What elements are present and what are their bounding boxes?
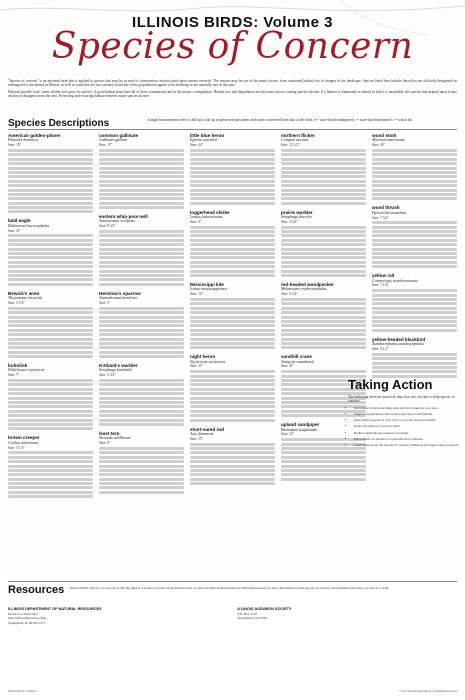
footer bbox=[8, 690, 457, 694]
species-entry bbox=[372, 337, 457, 378]
species-section-title: Species Descriptions bbox=[8, 118, 110, 129]
species-size: Size: 40" bbox=[372, 143, 386, 148]
species-scientific-name: Ammodramus henslowii bbox=[99, 295, 138, 301]
list-item: • Keep cats indoors to protect birds. bbox=[354, 424, 460, 428]
organization-name: ILLINOIS DEPARTMENT OF NATURAL RESOURCES bbox=[8, 607, 102, 611]
species-entry bbox=[8, 133, 93, 213]
page-title: Species of Concern bbox=[51, 26, 414, 67]
organization-line: Springfield, IL 62708 bbox=[237, 616, 267, 621]
species-name: Mississippi kite bbox=[190, 281, 224, 287]
species-size: Size: 13" bbox=[99, 143, 113, 148]
intro-paragraph: "Species of concern" is an informal term that is applied to species that may be in need of conservation actions based upon current research. The reasons may be one of the many factors, from continued habitat loss to changes in the landscape. Species listed here include those that are officially designated as endangered or threatened in Illinois, as well as some that are not currently listed but whose populations appear to be declining or are naturally rare in the state. bbox=[8, 79, 457, 88]
organizations bbox=[8, 607, 457, 625]
footer-right: © 2017 Illinois Department of Natural Resources bbox=[397, 689, 457, 694]
species-description bbox=[8, 379, 93, 430]
organization-line: One Natural Resources Way bbox=[8, 616, 47, 621]
species-entry bbox=[281, 210, 366, 277]
species-scientific-name: Lanius ludovicianus bbox=[190, 214, 223, 220]
species-description bbox=[281, 149, 366, 205]
species-name: Henslow's sparrow bbox=[99, 290, 141, 296]
species-description bbox=[281, 226, 366, 277]
species-name: night heron bbox=[190, 354, 216, 360]
species-name: red-headed woodpecker bbox=[281, 281, 334, 287]
resources-text: Illinois Birds: Species of Concern Is this the third in a series of posters about Illinois birds. Contact the Illinois Department of Natural Resources for more information about species of concern, their habitats and what you can do to help. bbox=[70, 586, 390, 590]
species-description bbox=[190, 443, 275, 486]
species-entry bbox=[99, 133, 184, 209]
list-item: • Participate in bird-watching trips and bird counts in your area. bbox=[354, 406, 460, 410]
species-name: wood stork bbox=[372, 133, 397, 138]
species-size: Size: 5" bbox=[99, 300, 111, 305]
species-description bbox=[99, 230, 184, 286]
species-entry bbox=[8, 435, 93, 498]
species-size: Size: 9 1/2" bbox=[372, 346, 389, 351]
footer-left: Illinois Birds: Volume 3 bbox=[8, 689, 37, 694]
species-scientific-name: Melanerpes erythrocephalus bbox=[281, 286, 327, 292]
species-entry bbox=[190, 282, 275, 349]
species-size: Size: 7 1/4" bbox=[372, 283, 389, 288]
species-name: sandhill crane bbox=[281, 354, 312, 360]
species-scientific-name: Egretta caerulea bbox=[190, 137, 217, 143]
species-name: brown creeper bbox=[8, 435, 40, 441]
species-size: Size: 5 1/4" bbox=[8, 300, 25, 305]
species-name: yellow-headed blackbird bbox=[372, 336, 426, 342]
species-size: Size: 7" bbox=[8, 373, 20, 378]
list-item: • Learn more about the species of concern in Illinois and share what you know. bbox=[354, 443, 460, 447]
species-size: Size: 14" bbox=[190, 292, 204, 297]
species-entry bbox=[190, 354, 275, 421]
species-size: Size: 5 1/4" bbox=[8, 445, 25, 450]
species-scientific-name: Xanthocephalus xanthocephalus bbox=[372, 341, 424, 347]
species-name: upland sandpiper bbox=[281, 422, 320, 428]
species-column bbox=[190, 133, 275, 573]
species-scientific-name: Gallinula galeata bbox=[99, 137, 128, 143]
divider bbox=[8, 581, 457, 582]
species-size: Size: 25" bbox=[190, 364, 204, 369]
species-entry bbox=[190, 133, 275, 205]
species-name: northern flicker bbox=[281, 133, 315, 138]
species-name: bald eagle bbox=[8, 218, 31, 224]
species-column bbox=[372, 133, 457, 573]
species-entry bbox=[190, 427, 275, 486]
species-description bbox=[190, 370, 275, 421]
list-item: • Plant native species in your yard to provide food and shelter. bbox=[354, 418, 460, 422]
species-name: yellow rail bbox=[372, 273, 395, 279]
species-entry bbox=[372, 205, 457, 268]
species-scientific-name: Hylocichla mustelina bbox=[372, 209, 407, 215]
species-entry bbox=[281, 282, 366, 349]
species-name: eastern whip-poor-will bbox=[99, 214, 148, 220]
species-legend: Length measurement refers to bill tip to tail tip in preserved specimens and values converted from that of the birds. ● = state-listed endangered ◐ = state-listed threatened ○ = watch list bbox=[147, 118, 413, 122]
species-name: Bewick's wren bbox=[8, 290, 40, 296]
species-column bbox=[8, 133, 93, 573]
list-item: • Reduce pesticide use around your home. bbox=[354, 431, 460, 435]
species-description bbox=[8, 234, 93, 285]
intro-paragraph: Habitats provide food, water, shelter and space for species. A good habitat must have all of these components and in the proper configuration. Habitat loss and degradation are the main factors causing species decline. If a habitat is eliminated or altered so that it is unsuitable, the species that depend upon it may decline or disappear from the area. Protecting and restoring habitats benefits many species at once. bbox=[8, 89, 457, 99]
species-columns bbox=[8, 133, 457, 573]
intro-text bbox=[8, 79, 457, 101]
species-name: loggerhead shrike bbox=[190, 209, 230, 215]
species-entry bbox=[8, 291, 93, 358]
species-entry bbox=[8, 218, 93, 285]
species-description bbox=[372, 353, 457, 378]
species-size: Size: 41" bbox=[281, 364, 295, 369]
organization-line: Division of Education bbox=[8, 612, 38, 617]
species-size: Size: 5 3/4" bbox=[99, 373, 116, 378]
species-description bbox=[8, 451, 93, 498]
taking-action-intro: The following ideas are practical steps that you can take to help species of concern. bbox=[348, 395, 455, 404]
species-scientific-name: Ictinia mississippiensis bbox=[190, 286, 228, 292]
species-size: Size: 10" bbox=[8, 143, 22, 148]
species-description bbox=[190, 226, 275, 277]
species-name: Kirtland's warbler bbox=[99, 363, 138, 369]
species-size: Size: 9" bbox=[99, 441, 111, 446]
species-entry bbox=[99, 363, 184, 426]
taking-action-panel bbox=[348, 378, 460, 449]
species-scientific-name: Certhia americana bbox=[8, 439, 39, 445]
species-size: Size: 7 3/4" bbox=[372, 215, 389, 220]
species-size: Size: 15" bbox=[190, 436, 204, 441]
species-size: Size: 12 1/2" bbox=[281, 143, 300, 148]
species-entry bbox=[372, 273, 457, 332]
taking-action-title: Taking Action bbox=[348, 377, 433, 392]
species-entry bbox=[281, 133, 366, 205]
species-description bbox=[99, 307, 184, 358]
species-description bbox=[372, 149, 457, 200]
species-size: Size: 9 1/4" bbox=[281, 292, 298, 297]
species-description bbox=[190, 298, 275, 349]
species-description bbox=[99, 379, 184, 426]
species-scientific-name: Colaptes auratus bbox=[281, 137, 309, 143]
poster-header bbox=[0, 0, 465, 80]
species-scientific-name: Dolichonyx oryzivorus bbox=[8, 367, 45, 373]
species-entry bbox=[99, 431, 184, 494]
species-scientific-name: Setophaga discolor bbox=[281, 214, 312, 220]
species-name: bobolink bbox=[8, 363, 28, 369]
species-name: common gallinule bbox=[99, 133, 139, 138]
species-description bbox=[190, 149, 275, 205]
species-scientific-name: Setophaga kirtlandii bbox=[99, 367, 132, 373]
organization bbox=[238, 607, 458, 625]
species-entry bbox=[8, 363, 93, 430]
species-scientific-name: Coturnicops noveboracensis bbox=[372, 277, 418, 283]
species-description bbox=[372, 221, 457, 268]
species-description bbox=[372, 289, 457, 332]
species-entry bbox=[372, 133, 457, 200]
species-scientific-name: Antigone canadensis bbox=[281, 358, 315, 364]
species-entry bbox=[190, 210, 275, 277]
species-description bbox=[281, 298, 366, 349]
species-name: little blue heron bbox=[190, 133, 225, 138]
species-description bbox=[99, 149, 184, 209]
divider bbox=[8, 129, 457, 130]
species-scientific-name: Mycteria americana bbox=[372, 137, 405, 143]
species-name: American golden-plover bbox=[8, 133, 61, 138]
organization-line: P.O. Box 2547 bbox=[237, 612, 258, 617]
species-name: prairie warbler bbox=[281, 209, 313, 215]
species-name: least tern bbox=[99, 430, 120, 436]
organization-line: Springfield, IL 62702-1271 bbox=[8, 620, 46, 625]
species-scientific-name: Antrostomus vociferus bbox=[99, 218, 135, 224]
species-name: short-eared owl bbox=[190, 426, 225, 432]
species-size: Size: 12" bbox=[281, 432, 295, 437]
series-title: ILLINOIS BIRDS: Volume 3 bbox=[132, 14, 333, 31]
species-description bbox=[8, 307, 93, 358]
resources-section bbox=[0, 577, 465, 700]
list-item: • Place decals on windows to prevent bird collisions. bbox=[354, 437, 460, 441]
organization bbox=[8, 607, 228, 625]
species-size: Size: 31" bbox=[8, 228, 22, 233]
species-scientific-name: Nycticorax nycticorax bbox=[190, 358, 226, 364]
species-entry bbox=[99, 291, 184, 358]
species-size: Size: 9 3/4" bbox=[99, 224, 116, 229]
species-scientific-name: Pluvialis dominica bbox=[8, 137, 39, 143]
taking-action-list bbox=[348, 406, 460, 447]
list-item: • Support organizations that protect and restore bird habitat. bbox=[354, 412, 460, 416]
species-column bbox=[99, 133, 184, 573]
resources-title: Resources bbox=[8, 584, 65, 596]
species-column bbox=[281, 133, 366, 573]
species-description bbox=[99, 447, 184, 494]
species-scientific-name: Haliaeetus leucocephalus bbox=[8, 222, 50, 228]
species-entry bbox=[99, 214, 184, 286]
species-name: wood thrush bbox=[372, 205, 400, 211]
species-scientific-name: Thryomanes bewickii bbox=[8, 295, 43, 301]
species-size: Size: 9" bbox=[190, 219, 202, 224]
species-scientific-name: Asio flammeus bbox=[190, 430, 214, 436]
species-description bbox=[8, 149, 93, 213]
species-size: Size: 4 3/4" bbox=[281, 219, 298, 224]
organization-name: ILLINOIS AUDUBON SOCIETY bbox=[237, 607, 292, 611]
species-scientific-name: Sternula antillarum bbox=[99, 435, 131, 441]
species-size: Size: 24" bbox=[190, 143, 204, 148]
species-scientific-name: Bartramia longicauda bbox=[281, 426, 317, 432]
